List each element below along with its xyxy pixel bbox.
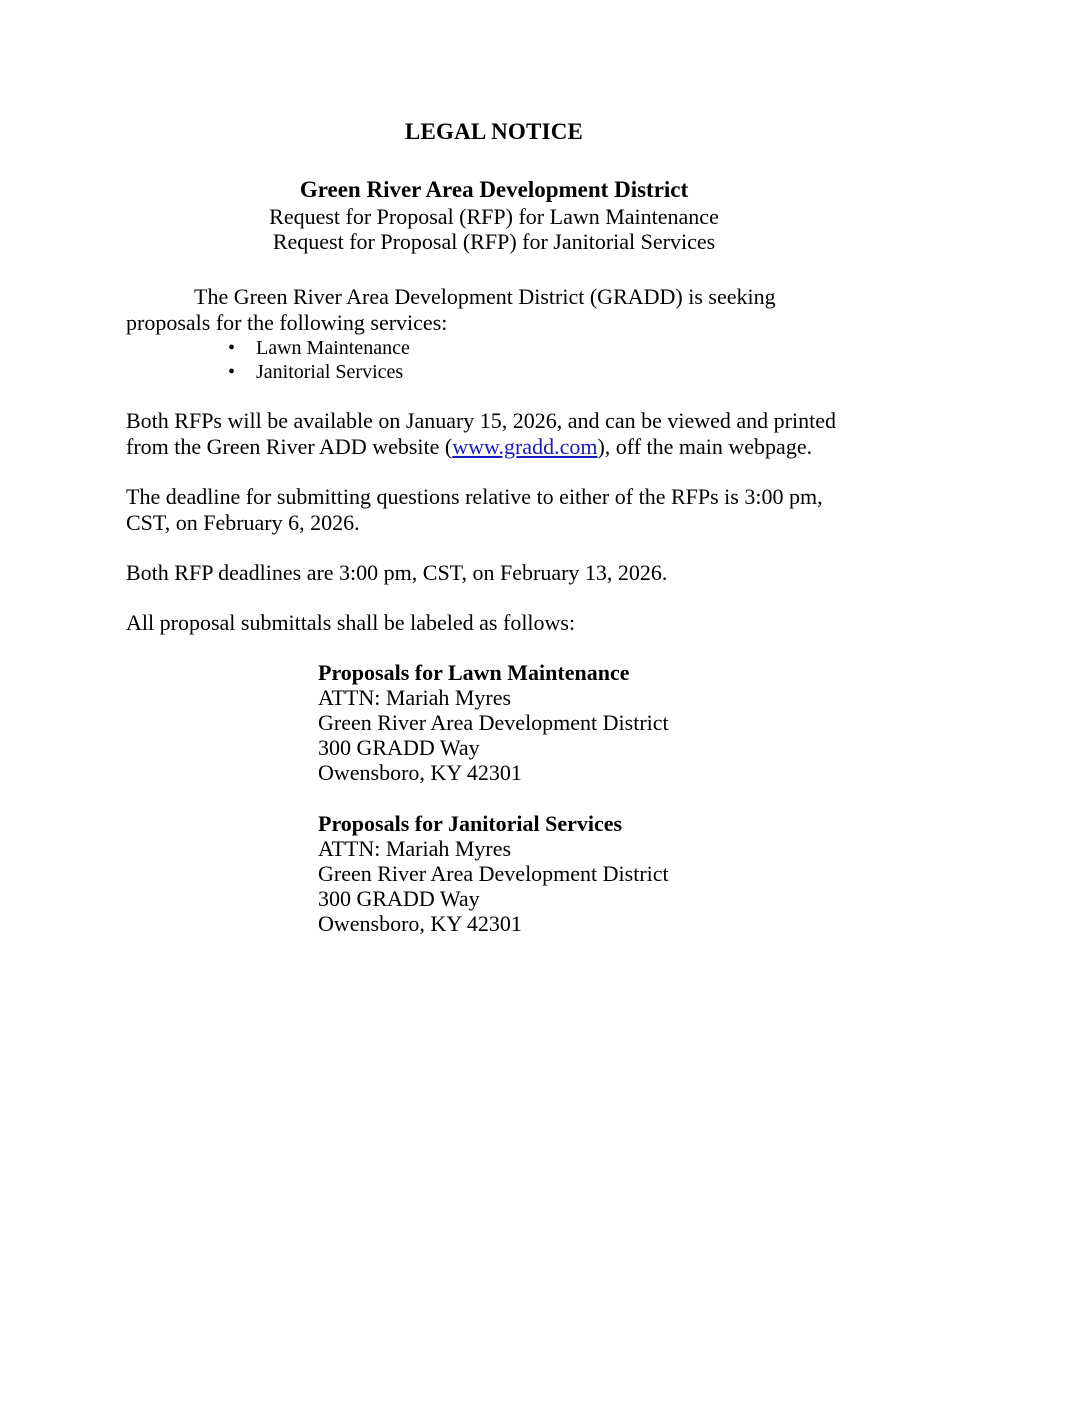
document-content xyxy=(126,118,862,936)
address-block-janitorial-services xyxy=(318,811,862,936)
address-heading: Proposals for Lawn Maintenance xyxy=(318,660,630,685)
availability-text-before-link: Both RFPs will be available on January 15, 2026, and can be viewed and printed from the Green River ADD website ( xyxy=(126,408,836,459)
address-attn: ATTN: Mariah Myres xyxy=(318,836,512,861)
services-list xyxy=(126,336,862,384)
rfp-subtitle-lawn-maintenance: Request for Proposal (RFP) for Lawn Maintenance xyxy=(269,204,719,229)
service-label: Janitorial Services xyxy=(256,361,404,383)
organization-name: Green River Area Development District xyxy=(299,177,689,202)
address-organization: Green River Area Development District xyxy=(318,861,669,886)
gradd-website-link[interactable]: www.gradd.com xyxy=(452,434,598,459)
labeling-instructions-paragraph: All proposal submittals shall be labeled as follows: xyxy=(126,610,576,635)
availability-paragraph xyxy=(126,408,862,460)
bullet-icon: • xyxy=(228,337,236,359)
rfp-deadline-paragraph: Both RFP deadlines are 3:00 pm, CST, on February 13, 2026. xyxy=(126,560,668,585)
address-blocks-group xyxy=(126,660,862,936)
address-city-state-zip: Owensboro, KY 42301 xyxy=(318,760,522,785)
list-item xyxy=(126,336,862,360)
address-attn: ATTN: Mariah Myres xyxy=(318,685,512,710)
bullet-icon: • xyxy=(228,361,236,383)
rfp-subtitle-janitorial-services: Request for Proposal (RFP) for Janitorial Services xyxy=(272,229,716,254)
address-organization: Green River Area Development District xyxy=(318,710,669,735)
intro-paragraph: The Green River Area Development District (GRADD) is seeking proposals for the following services: xyxy=(126,284,776,335)
address-street: 300 GRADD Way xyxy=(318,886,480,911)
address-heading: Proposals for Janitorial Services xyxy=(318,811,623,836)
document-subtitle-block xyxy=(126,176,862,254)
address-block-lawn-maintenance xyxy=(318,660,862,785)
list-item xyxy=(126,360,862,384)
questions-deadline-paragraph: The deadline for submitting questions relative to either of the RFPs is 3:00 pm, CST, on February 6, 2026. xyxy=(126,484,823,535)
address-street: 300 GRADD Way xyxy=(318,735,480,760)
service-label: Lawn Maintenance xyxy=(256,337,410,359)
page-title: LEGAL NOTICE xyxy=(404,119,584,144)
address-city-state-zip: Owensboro, KY 42301 xyxy=(318,911,522,936)
availability-text-after-link: ), off the main webpage. xyxy=(597,434,813,459)
